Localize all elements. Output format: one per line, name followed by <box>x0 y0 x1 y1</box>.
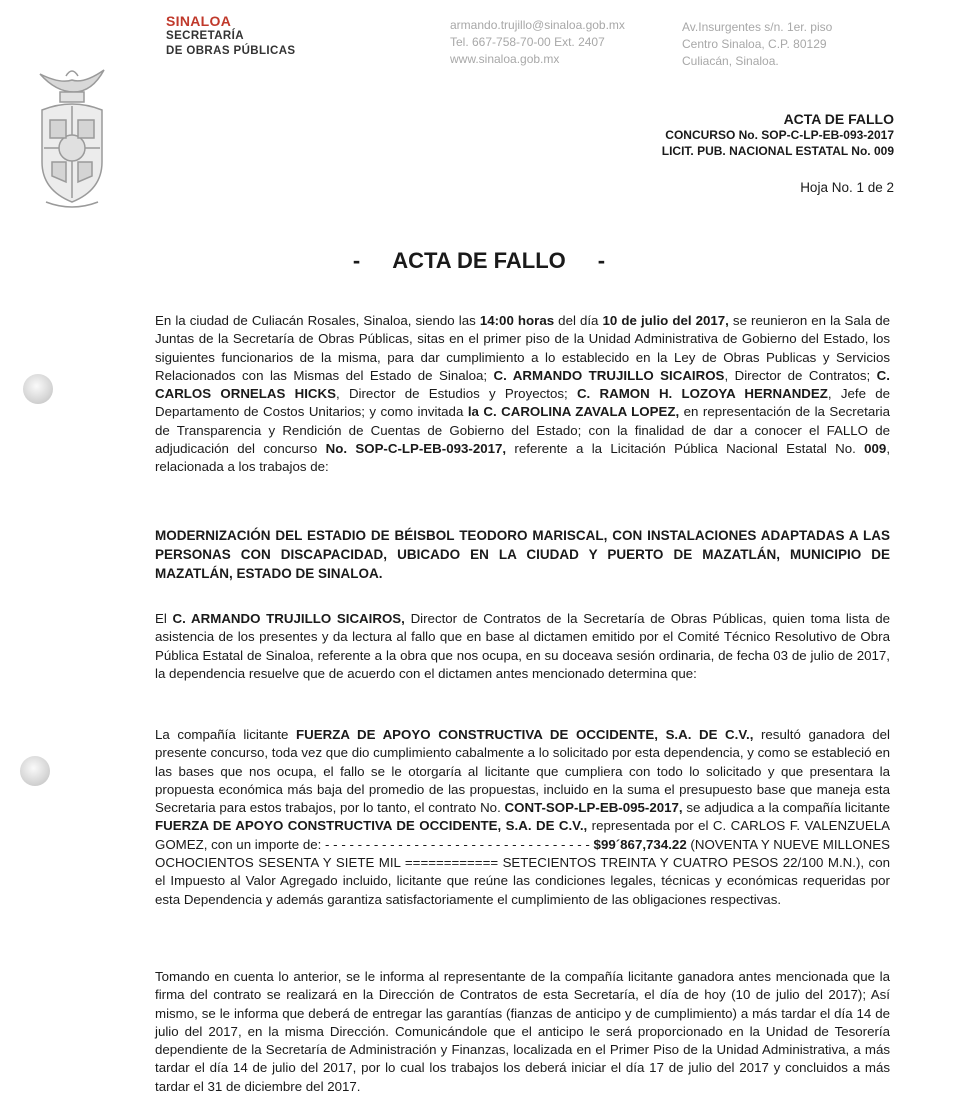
binder-hole <box>23 374 53 404</box>
binder-hole <box>20 756 50 786</box>
concurso-ref: No. SOP-C-LP-EB-093-2017, <box>325 441 507 457</box>
contract-number: CONT-SOP-LP-EB-095-2017, <box>504 800 683 816</box>
text: en representación de la Secretaria de Transparencia y Rendición de Cuentas de Gobierno del Estado; con la finalidad de dar a conocer el FALLO de adjudicación del concurso <box>155 404 890 457</box>
official-name: C. ARMANDO TRUJILLO SICAIROS <box>493 367 725 383</box>
meeting-time: 14:00 horas <box>479 313 555 328</box>
brand-state: SINALOA <box>166 13 232 29</box>
contact-web: www.sinaloa.gob.mx <box>450 52 560 66</box>
text: En la ciudad de Culiacán Rosales, Sinaloa, siendo las <box>155 313 480 328</box>
contact-email: armando.trujillo@sinaloa.gob.mx <box>450 18 625 32</box>
text: El <box>155 611 173 626</box>
official-name: C. RAMON H. LOZOYA HERNANDEZ <box>576 386 828 402</box>
text: , Jefe de Departamento de Costos Unitarios; y como invitada <box>155 386 891 420</box>
official-name: C. ARMANDO TRUJILLO SICAIROS, <box>172 611 405 626</box>
text: (NOVENTA Y NUEVE MILLONES OCHOCIENTOS SESENTA Y SIETE MIL ============ SETECIENTOS TREINTA Y CUATRO PESOS 22/100 M.N.), con el Impuesto al Valor Agregado incluido, licitante que reúne las condiciones legales, técnicas y económicas requeridas por esta Dependencia y además garantiza satisfactoriamente el cumplimiento de las obligaciones respectivas. <box>155 836 890 907</box>
text: La compañía licitante <box>155 727 297 742</box>
text: se reunieron en la Sala de Juntas de la Secretaría de Obras Públicas, sitas en el primer piso de la Unidad Administrativa de Gobierno del Estado, los siguientes funcionarios de la misma, para dar cumplimiento a lo establecido en la Ley de Obras Publicas y Servicios Relacionados con las Mismas del Estado de Sinaloa; <box>155 313 890 383</box>
contact-block <box>450 17 625 68</box>
text: resultó ganadora del presente concurso, toda vez que dio cumplimiento cabalmente a lo solicitado por esta dependencia, y como se estableció en las bases que nos ocupa, el fallo se le otorgaría al licitante que cumpliera con todo lo solicitado y que presentara la propuesta económica más baja del promedio de las propuestas, incluido en la suma el presupuesto base que maneja esta Secretaria para estos trabajos, por lo tanto, el contrato No. <box>155 727 890 816</box>
official-name: la C. CAROLINA ZAVALA LOPEZ, <box>467 404 680 420</box>
paragraph-opening <box>155 312 890 477</box>
address-line-1: Av.Insurgentes s/n. 1er. piso <box>682 20 833 34</box>
licitacion-number: LICIT. PUB. NACIONAL ESTATAL No. 009 <box>661 144 894 158</box>
paragraph-award <box>155 726 890 909</box>
address-block <box>682 19 832 70</box>
text: , relacionada a los trabajos de: <box>155 441 891 475</box>
address-line-3: Culiacán, Sinaloa. <box>682 54 779 68</box>
text: del día <box>554 313 603 328</box>
brand-block <box>166 14 295 59</box>
text: , Director de Contratos; <box>724 367 877 383</box>
text: se adjudica a la compañía licitante <box>682 800 890 816</box>
contact-phone: Tel. 667-758-70-00 Ext. 2407 <box>450 35 605 49</box>
brand-secretaria: SECRETARÍA <box>166 30 244 42</box>
document-title <box>0 248 958 274</box>
brand-obras: DE OBRAS PÚBLICAS <box>166 45 296 57</box>
text: referente a la Licitación Pública Nacional Estatal No. <box>506 441 865 457</box>
reference-block <box>662 111 894 159</box>
paragraph-director <box>155 610 890 683</box>
address-line-2: Centro Sinaloa, C.P. 80129 <box>682 37 827 51</box>
title-dash-left: - <box>352 248 361 273</box>
project-title: MODERNIZACIÓN DEL ESTADIO DE BÉISBOL TEODORO MARISCAL, CON INSTALACIONES ADAPTADAS A LAS PERSONAS CON DISCAPACIDAD, UBICADO EN LA CIUDAD Y PUERTO DE MAZATLÁN, MUNICIPIO DE MAZATLÁN, ESTADO DE SINALOA. <box>155 528 890 581</box>
text: , Director de Estudios y Proyectos; <box>336 386 577 402</box>
concurso-number: CONCURSO No. SOP-C-LP-EB-093-2017 <box>665 128 894 142</box>
official-name: C. CARLOS ORNELAS HICKS <box>155 367 890 402</box>
meeting-date: 10 de julio del 2017, <box>602 313 729 328</box>
page-number: Hoja No. 1 de 2 <box>800 180 894 195</box>
title-dash-right: - <box>597 248 606 273</box>
coat-of-arms-icon <box>30 62 114 210</box>
licitacion-ref: 009 <box>864 441 887 457</box>
company-name: FUERZA DE APOYO CONSTRUCTIVA DE OCCIDENTE, S.A. DE C.V., <box>296 727 754 742</box>
paragraph-instructions: Tomando en cuenta lo anterior, se le informa al representante de la compañía licitante ganadora antes mencionada que la firma del contrato se realizará en la Dirección de Contratos de esta Secretaría, el día de hoy (10 de julio del 2017); Así mismo, se le informa que deberá de entregar las garantías (fianzas de anticipo y de cumplimiento) a más tardar el día 14 de julio del 2017, en la misma Dirección. Comunicándole que el anticipo le será proporcionado en la Unidad de Tesorería dependiente de la Secretaría de Administración y Finanzas, localizada en el Primer Piso de la Unidad Administrativa, a más tardar el día 14 de julio del 2017, por lo cual los trabajos los deberá iniciar el día 17 de julio del 2017 y concluidos a más tardar el 31 de diciembre del 2017. <box>155 969 890 1094</box>
doc-type: ACTA DE FALLO <box>783 111 894 127</box>
company-name: FUERZA DE APOYO CONSTRUCTIVA DE OCCIDENTE, S.A. DE C.V., <box>155 818 588 834</box>
text: Director de Contratos de la Secretaría de Obras Públicas, quien toma lista de asistencia de los presentes y da lectura al fallo que en base al dictamen emitido por el Comité Técnico Resolutivo de Obra Pública Estatal de Sinaloa, referente a la obra que nos ocupa, en su doceava sesión ordinaria, de fecha 03 de julio de 2017, la dependencia resuelve que de acuerdo con el dictamen antes mencionado determina que: <box>155 611 890 681</box>
text: representada por el C. CARLOS F. VALENZUELA GOMEZ, con un importe de: - - - - - - - - - - - - - - - - - - - - - - - - - - - - - - - - - <box>155 818 890 852</box>
award-amount: $99´867,734.22 <box>593 836 687 852</box>
title-text: ACTA DE FALLO <box>392 248 566 273</box>
